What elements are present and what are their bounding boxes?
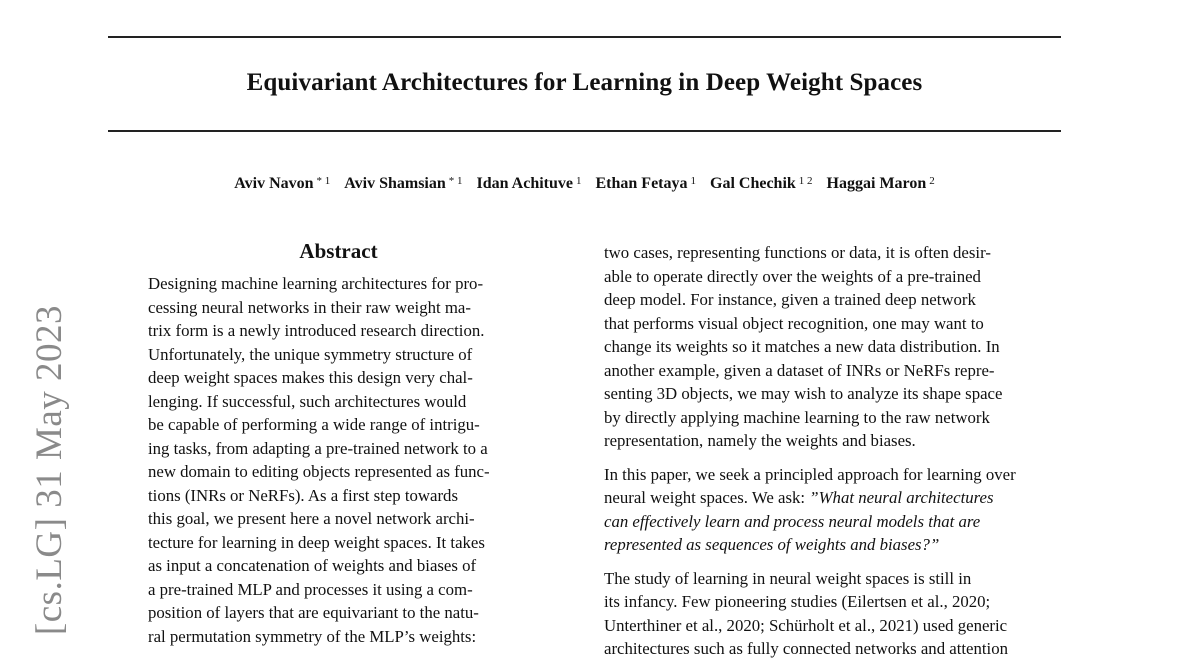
- arxiv-side-stamp: [cs.LG] 31 May 2023: [29, 304, 70, 636]
- abstract-line: tecture for learning in deep weight spaces. It takes: [148, 532, 485, 552]
- intro-line: two cases, representing functions or data, it is often desir-: [604, 243, 991, 262]
- abstract-line: this goal, we present here a novel network archi-: [148, 509, 475, 528]
- research-question: ”What neural architectures: [809, 488, 994, 507]
- author-name: Idan Achituve: [476, 175, 573, 192]
- author-affiliation: * 1: [316, 175, 331, 187]
- intro-line: [604, 486, 1066, 510]
- author-affiliation: 2: [929, 175, 935, 187]
- intro-line: architectures such as fully connected networks and attention: [604, 639, 1009, 658]
- intro-line: The study of learning in neural weight spaces is still in: [604, 568, 972, 588]
- author: [827, 175, 935, 192]
- paper-title: Equivariant Architectures for Learning in Deep Weight Spaces: [246, 69, 923, 96]
- author-list: [108, 173, 1061, 195]
- abstract-line: deep weight spaces makes this design very chal-: [148, 368, 473, 387]
- abstract-line: lenging. If successful, such architectures would: [148, 391, 467, 411]
- abstract-line: cessing neural networks in their raw weight ma-: [148, 297, 471, 317]
- author: [344, 175, 462, 192]
- author: [596, 175, 697, 192]
- intro-text: neural weight spaces. We ask:: [604, 488, 810, 507]
- intro-body: [604, 241, 1066, 661]
- intro-line: its infancy. Few pioneering studies (Eilertsen et al., 2020;: [604, 592, 991, 611]
- abstract-line: Designing machine learning architectures for pro-: [148, 274, 484, 293]
- related-work-paragraph: [604, 567, 1066, 661]
- author: [234, 175, 330, 192]
- research-question: represented as sequences of weights and biases?”: [604, 535, 940, 554]
- title-top-rule: [108, 36, 1061, 38]
- paragraph-gap: [604, 557, 1066, 567]
- author-affiliation: * 1: [448, 175, 463, 187]
- intro-line: Unterthiner et al., 2020; Schürholt et al., 2021) used generic: [604, 615, 1008, 635]
- intro-line: another example, given a dataset of INRs or NeRFs repre-: [604, 360, 995, 380]
- title-bottom-rule: [108, 130, 1061, 132]
- author: [710, 175, 813, 192]
- author-affiliation: 1: [576, 175, 582, 187]
- abstract-line: as input a concatenation of weights and biases of: [148, 556, 477, 575]
- abstract-heading: Abstract: [299, 239, 378, 263]
- author-name: Haggai Maron: [826, 175, 927, 192]
- research-question: can effectively learn and process neural models that are: [604, 511, 981, 531]
- paragraph-gap: [604, 453, 1066, 463]
- intro-paragraph: [604, 241, 1066, 453]
- abstract-line: trix form is a newly introduced research direction.: [148, 321, 485, 340]
- abstract-line: position of layers that are equivariant to the natu-: [148, 603, 479, 622]
- author-name: Aviv Navon: [234, 175, 314, 192]
- intro-line: change its weights so it matches a new data distribution. In: [604, 337, 1000, 356]
- intro-line: deep model. For instance, given a trained deep network: [604, 290, 976, 309]
- author-name: Aviv Shamsian: [344, 175, 446, 192]
- abstract-line: tions (INRs or NeRFs). As a first step towards: [148, 485, 458, 505]
- intro-line: by directly applying machine learning to the raw network: [604, 407, 990, 427]
- intro-line: representation, namely the weights and biases.: [604, 431, 916, 450]
- intro-line: In this paper, we seek a principled approach for learning over: [604, 464, 1016, 484]
- abstract-line: Unfortunately, the unique symmetry structure of: [148, 344, 473, 364]
- author-name: Gal Chechik: [710, 175, 796, 192]
- abstract-line: be capable of performing a wide range of intrigu-: [148, 415, 480, 434]
- author-affiliation: 1: [690, 175, 696, 187]
- intro-line: able to operate directly over the weights of a pre-trained: [604, 266, 981, 286]
- abstract-body: [148, 272, 533, 648]
- abstract-line: ing tasks, from adapting a pre-trained network to a: [148, 438, 488, 458]
- abstract-line: ral permutation symmetry of the MLP’s weights:: [148, 626, 477, 646]
- author-name: Ethan Fetaya: [595, 175, 688, 192]
- intro-line: that performs visual object recognition, one may want to: [604, 313, 984, 333]
- research-question-paragraph: [604, 463, 1066, 557]
- abstract-line: new domain to editing objects represented as func-: [148, 462, 490, 481]
- abstract-line: a pre-trained MLP and processes it using a com-: [148, 579, 473, 599]
- author: [477, 175, 582, 192]
- author-affiliation: 1 2: [798, 175, 813, 187]
- intro-line: senting 3D objects, we may wish to analyze its shape space: [604, 384, 1003, 403]
